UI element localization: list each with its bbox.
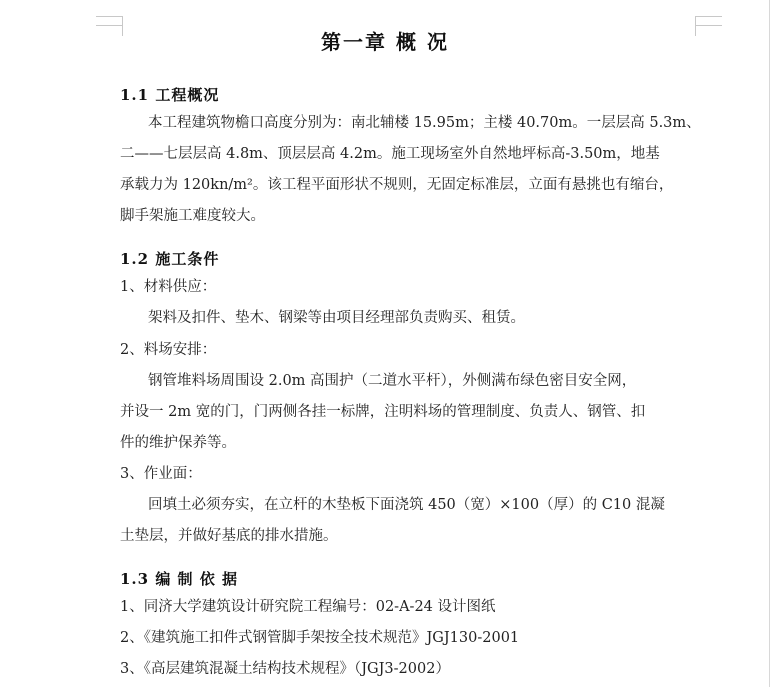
paragraph-line: 钢管堆料场周围设 2.0m 高围护（二道水平杆），外侧满布绿色密目安全网， (148, 373, 637, 389)
section-heading-1-2: 1.2 施工条件 (120, 250, 220, 268)
paragraph-line: 承载力为 120kn/m²。该工程平面形状不规则，无固定标准层，立面有悬挑也有缩台， (120, 177, 674, 193)
paragraph-line: 土垫层，并做好基底的排水措施。 (120, 528, 338, 544)
list-item-title: 2、料场安排： (120, 342, 217, 358)
paragraph-line: 并设一 2m 宽的门，门两侧各挂一标牌，注明料场的管理制度、负责人、钢管、扣 (120, 404, 646, 420)
paragraph-line: 本工程建筑物檐口高度分别为：南北辅楼 15.95m；主楼 40.70m。一层层高 5.3m、 (148, 115, 701, 131)
paragraph-line: 脚手架施工难度较大。 (120, 208, 265, 224)
paragraph-line: 回填土必须夯实，在立杆的木垫板下面浇筑 450（宽）×100（厚）的 C10 混凝 (148, 497, 665, 513)
section-heading-1-1: 1.1 工程概况 (120, 86, 220, 104)
reference-item: 1、同济大学建筑设计研究院工程编号：02-A-24 设计图纸 (120, 599, 496, 615)
reference-item: 2、《建筑施工扣件式钢管脚手架按全技术规范》JGJ130-2001 (120, 630, 520, 646)
list-item-title: 1、材料供应： (120, 279, 217, 295)
page-corner-mark-left (96, 16, 122, 26)
reference-item: 3、《高层建筑混凝土结构技术规程》（JGJ3-2002） (120, 661, 450, 677)
paragraph-line: 二——七层层高 4.8m、顶层层高 4.2m。施工现场室外自然地坪标高-3.50m，地基 (120, 146, 660, 162)
list-item-title: 3、作业面： (120, 466, 202, 482)
section-heading-1-3: 1.3 编 制 依 据 (120, 570, 238, 588)
page-corner-mark-right (696, 16, 722, 26)
chapter-title: 第一章 概 况 (321, 30, 449, 54)
paragraph-line: 件的维护保养等。 (120, 435, 236, 451)
paragraph-line: 架料及扣件、垫木、钢梁等由项目经理部负责购买、租赁。 (148, 310, 525, 326)
